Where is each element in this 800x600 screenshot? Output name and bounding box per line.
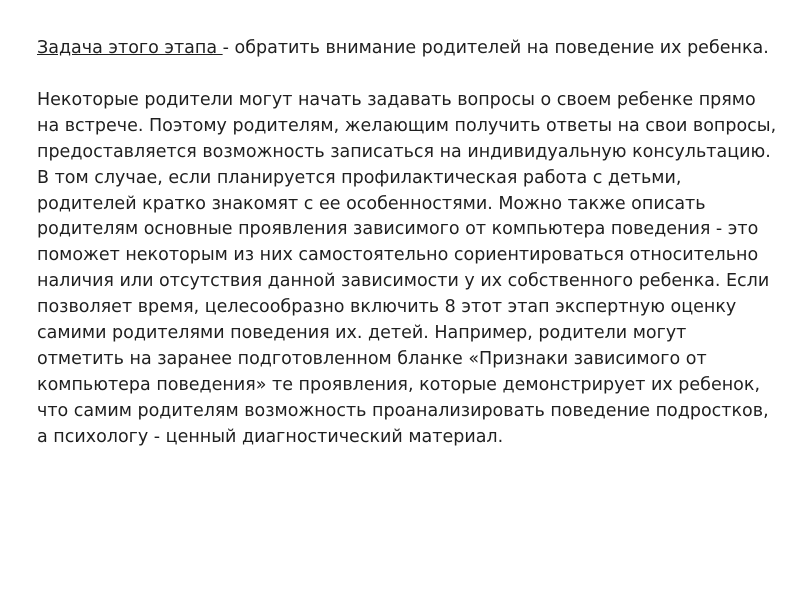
slide-text — [37, 36, 777, 451]
paragraph-spacer — [37, 62, 777, 88]
heading-paragraph — [37, 36, 777, 62]
body-paragraph: Некоторые родители могут начать задавать вопросы о своем ребенке прямо на встрече. Поэтому родителям, желающим получить ответы на свои вопросы, предоставляется возможность записаться на индивидуальную консультацию. В том случае, если планируется профилактическая работа с детьми, родителей кратко знакомят с ее особенностями. Можно также описать родителям основные проявления зависимого от компьютера поведения - это поможет некоторым из них самостоятельно сориентироваться относительно наличия или отсутствия данной зависимости у их собственного ребенка. Если позволяет время, целесообразно включить 8 этот этап экспертную оценку самими родителями поведения их. детей. Например, родители могут отметить на заранее подготовленном бланке «Признаки зависимого от компьютера поведения» те проявления, которые демонстрирует их ребенок, что самим родителям возможность проанализировать поведение подростков, а психологу - ценный диагностический материал. — [37, 89, 777, 447]
heading-underlined-text: Задача этого этапа — [37, 38, 223, 58]
heading-rest-text: - обратить внимание родителей на поведение их ребенка. — [222, 38, 769, 58]
